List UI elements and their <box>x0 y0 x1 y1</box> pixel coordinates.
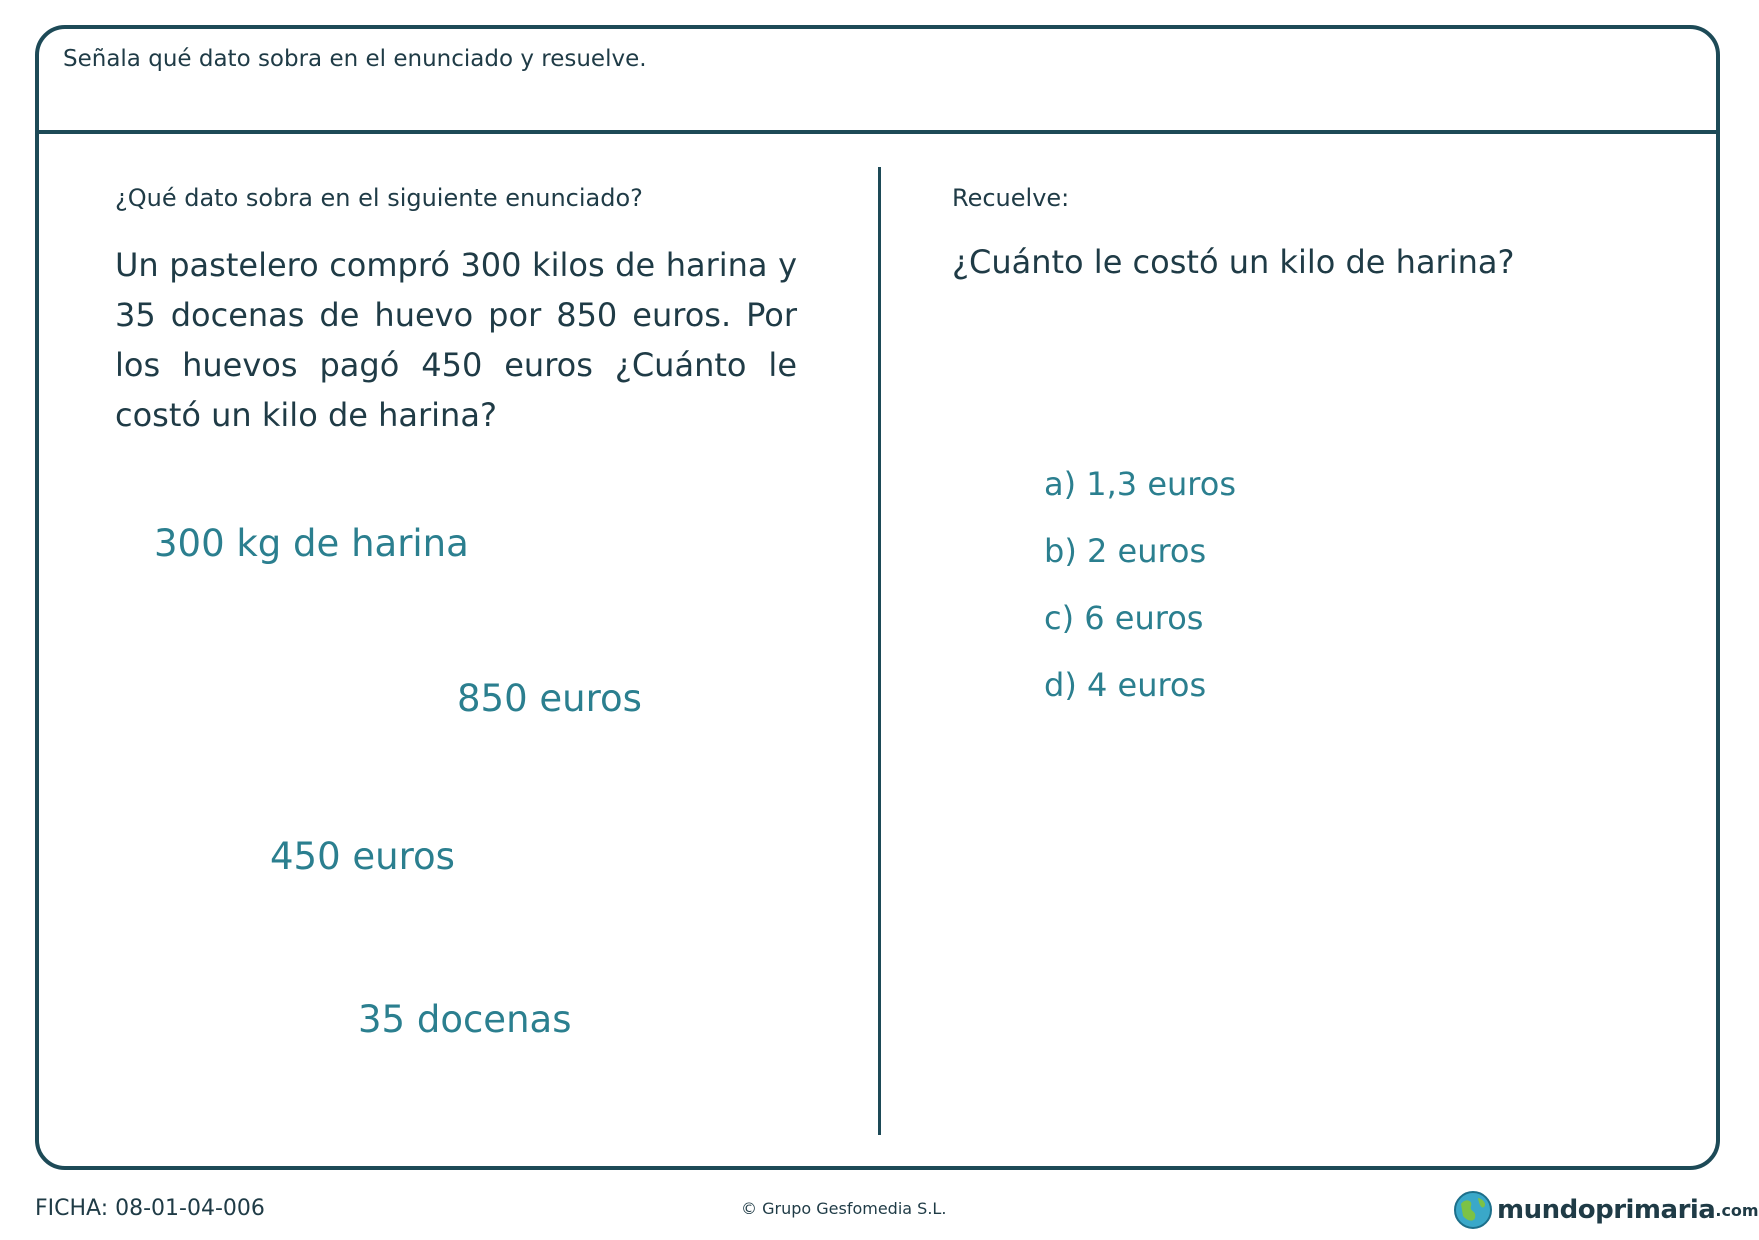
ficha-code: FICHA: 08-01-04-006 <box>35 1196 265 1221</box>
answer-option-c[interactable]: c) 6 euros <box>1044 599 1204 637</box>
answer-option-d[interactable]: d) 4 euros <box>1044 666 1207 704</box>
problem-statement: Un pastelero compró 300 kilos de harina y 35 docenas de huevo por 850 euros. Por los huevos pagó 450 euros ¿Cuánto le costó un kilo de harina? <box>115 246 797 434</box>
answer-option-a[interactable]: a) 1,3 euros <box>1044 465 1236 503</box>
data-option-35-docenas[interactable]: 35 docenas <box>358 998 572 1041</box>
data-option-450-euros[interactable]: 450 euros <box>270 835 455 878</box>
column-divider <box>878 167 881 1135</box>
globe-icon <box>1453 1190 1493 1230</box>
data-option-850-euros[interactable]: 850 euros <box>457 677 642 720</box>
logo-name: mundoprimaria <box>1497 1195 1716 1225</box>
left-subtitle: ¿Qué dato sobra en el siguiente enunciado? <box>115 184 643 212</box>
mundoprimaria-logo[interactable] <box>1453 1188 1759 1232</box>
instruction-text: Señala qué dato sobra en el enunciado y resuelve. <box>63 46 647 72</box>
right-subtitle: Recuelve: <box>952 184 1070 212</box>
logo-domain: .com <box>1715 1200 1759 1220</box>
data-option-harina[interactable]: 300 kg de harina <box>154 522 469 565</box>
header-divider <box>35 130 1720 134</box>
question-text: ¿Cuánto le costó un kilo de harina? <box>952 243 1515 281</box>
copyright-text: © Grupo Gesfomedia S.L. <box>741 1199 947 1218</box>
answer-option-b[interactable]: b) 2 euros <box>1044 532 1207 570</box>
